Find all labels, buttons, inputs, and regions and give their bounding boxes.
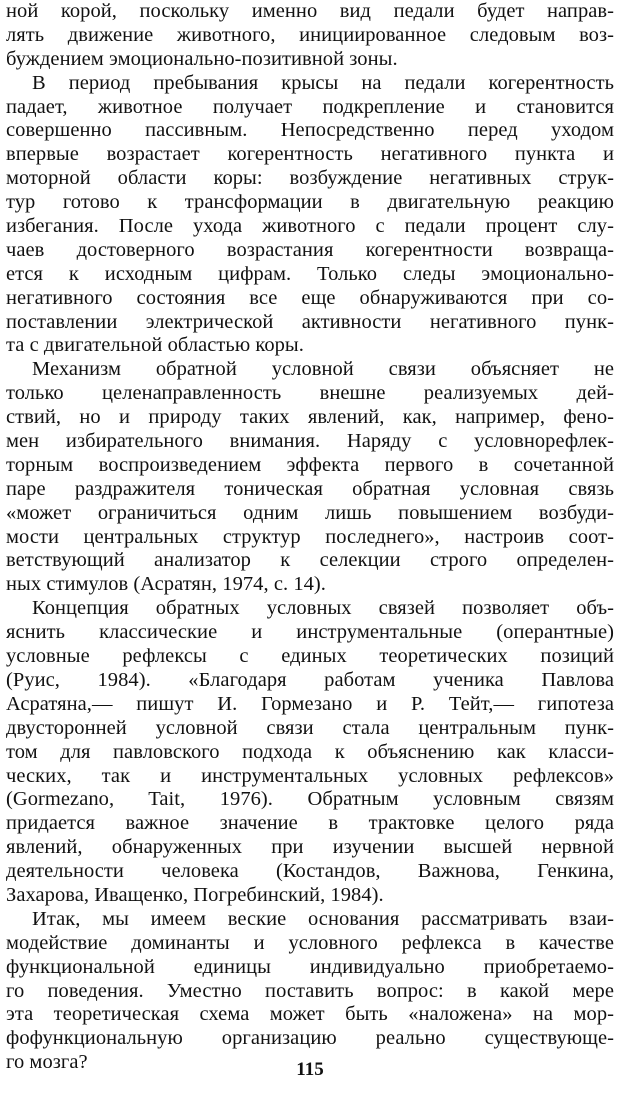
text-line: совершенно пассивным. Непосредственно перед уходом (6, 119, 614, 142)
text-line: ствий, но и природу таких явлений, как, например, фено- (6, 406, 614, 429)
text-line: двусторонней условной связи стала центральным пунк- (6, 716, 614, 739)
text-line: лять движение животного, инициированное следовым воз- (6, 23, 614, 46)
text-line: моторной области коры: возбуждение негативных струк- (6, 167, 614, 190)
paragraph-2 (6, 72, 614, 359)
paragraph-5 (6, 908, 614, 1075)
text-line: падает, животное получает подкрепление и становится (6, 95, 614, 118)
text-line: В период пребывания крысы на педали когерентность (32, 71, 614, 94)
page-number: 115 (296, 1059, 324, 1080)
text-line: (Руис, 1984). «Благодаря работам ученика Павлова (6, 668, 614, 691)
text-line: придается важное значение в трактовке целого ряда (6, 812, 614, 835)
text-line: том для павловского подхода к объяснению как класси- (6, 740, 614, 763)
text-line: фофункциональную организацию реально существующе- (6, 1027, 614, 1050)
text-line: Асратяна,— пишут И. Гормезано и Р. Тейт,— гипотеза (6, 692, 614, 715)
text-line: го поведения. Уместно поставить вопрос: в какой мере (6, 979, 614, 1002)
text-line: эта теоретическая схема может быть «наложена» на мор- (6, 1003, 614, 1026)
text-line: избегания. После ухода животного с педали процент слу- (6, 215, 614, 238)
text-line: ных стимулов (Асратян, 1974, с. 14). (6, 573, 326, 596)
paragraph-1 (6, 0, 614, 72)
text-line: ветствующий анализатор к селекции строго определен- (6, 549, 614, 572)
text-line: мен избирательного внимания. Наряду с условнорефлек- (6, 430, 614, 453)
body-text (6, 0, 614, 1075)
text-line: впервые возрастает когерентность негативного пункта и (6, 143, 614, 166)
paragraph-3 (6, 358, 614, 597)
text-line: буждением эмоционально-позитивной зоны. (6, 47, 398, 70)
text-line: поставлении электрической активности негативного пунк- (6, 310, 614, 333)
paragraph-4 (6, 597, 614, 908)
text-line: чаев достоверного возрастания когерентности возвраща- (6, 238, 614, 261)
text-line: Захарова, Иващенко, Погребинский, 1984). (6, 883, 384, 906)
text-line: ется к исходным цифрам. Только следы эмоционально- (6, 262, 614, 285)
text-line: яснить классические и инструментальные (оперантные) (6, 621, 614, 644)
text-line: тур готово к трансформации в двигательную реакцию (6, 191, 614, 214)
text-line: го мозга? (6, 1051, 88, 1074)
text-line: мости центральных структур последнего», настроив соот- (6, 525, 614, 548)
text-line: условные рефлексы с единых теоретических позиций (6, 645, 614, 668)
text-line: негативного состояния все еще обнаруживаются при со- (6, 286, 614, 309)
text-line: функциональной единицы индивидуально приобретаемо- (6, 955, 614, 978)
text-line: паре раздражителя тоническая обратная условная связь (6, 477, 614, 500)
text-line: деятельности человека (Костандов, Важнова, Генкина, (6, 860, 614, 883)
text-line: ной корой, поскольку именно вид педали будет направ- (6, 0, 614, 22)
text-line: модействие доминанты и условного рефлекса в качестве (6, 931, 614, 954)
text-line: только целенаправленность внешне реализуемых дей- (6, 382, 614, 405)
text-line: ческих, так и инструментальных условных рефлексов» (6, 764, 614, 787)
text-line: Механизм обратной условной связи объясняет не (32, 358, 614, 381)
text-line: (Gormezano, Tait, 1976). Обратным условным связям (6, 788, 614, 811)
text-line: «может ограничиться одним лишь повышением возбуди- (6, 501, 614, 524)
text-line: та с двигательной областью коры. (6, 334, 304, 357)
text-line: Концепция обратных условных связей позволяет объ- (32, 597, 614, 620)
text-line: Итак, мы имеем веские основания рассматривать взаи- (32, 907, 614, 930)
text-line: явлений, обнаруженных при изучении высшей нервной (6, 836, 614, 859)
text-line: торным воспроизведением эффекта первого в сочетанной (6, 453, 614, 476)
